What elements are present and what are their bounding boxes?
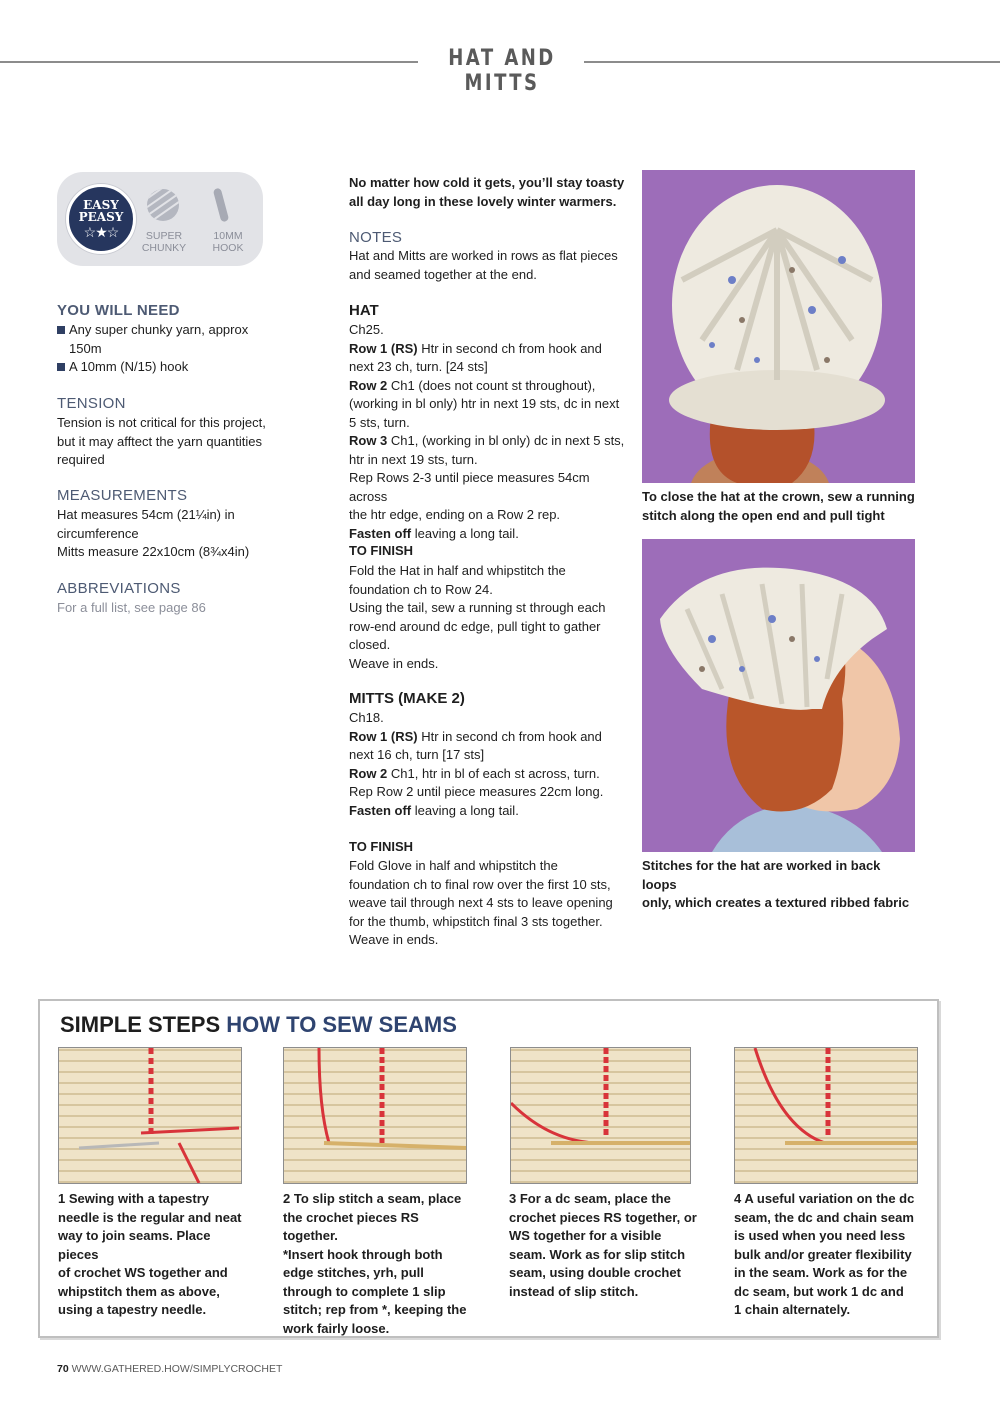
footer-url[interactable]: WWW.GATHERED.HOW/SIMPLYCROCHET <box>71 1363 283 1375</box>
step-line-text: whipstitch them as above, <box>58 1283 220 1299</box>
pattern-line <box>349 451 629 470</box>
pattern-row-text: next 16 ch, turn [17 sts] <box>349 747 485 762</box>
measurements-heading: MEASUREMENTS <box>57 487 188 504</box>
pattern-row-text: (working in bl only) htr in next 19 sts, dc in next <box>349 396 620 411</box>
pattern-line <box>349 765 629 784</box>
step-line-text: the crochet pieces RS together. <box>283 1209 419 1243</box>
simple-steps-label: SIMPLE STEPS <box>60 1012 221 1037</box>
step-line <box>509 1227 699 1246</box>
step-number: 2 <box>283 1191 291 1206</box>
materials-list <box>57 321 317 377</box>
difficulty-stars: ☆★☆ <box>83 224 119 240</box>
pattern-row-text: Htr in second ch from hook and <box>417 728 602 744</box>
step-number: 1 <box>58 1191 66 1206</box>
caption-line: stitch along the open end and pull tight <box>642 507 885 523</box>
pattern-line <box>349 783 629 802</box>
step-line <box>58 1283 248 1302</box>
intro-line: No matter how cold it gets, you’ll stay toasty <box>349 175 625 190</box>
pattern-row-text: the htr edge, ending on a Row 2 rep. <box>349 507 561 522</box>
pattern-line <box>349 802 629 821</box>
pattern-row-text: Ch1, htr in bl of each st across, turn. <box>387 765 600 781</box>
step-number: 3 <box>509 1191 517 1206</box>
pattern-line <box>349 709 629 728</box>
materials-item-text: A 10mm (N/15) hook <box>69 359 189 374</box>
step-3-photo <box>510 1047 691 1184</box>
pattern-line <box>349 469 629 506</box>
step-line-text: seam, using double crochet <box>509 1265 681 1280</box>
text-line: for the thumb, whipstitch final 3 sts together. <box>349 913 603 929</box>
step-1-photo <box>58 1047 242 1184</box>
pattern-row-text: htr in next 19 sts, turn. <box>349 451 478 467</box>
pattern-row-text: Ch25. <box>349 322 384 337</box>
tension-heading: TENSION <box>57 395 126 412</box>
step-2-text <box>283 1190 473 1338</box>
step-line <box>58 1227 248 1264</box>
step-line <box>734 1209 924 1228</box>
step-line-text: using a tapestry needle. <box>58 1302 207 1317</box>
pattern-line <box>349 321 629 340</box>
page-number: 70 <box>57 1363 69 1375</box>
easy-peasy-badge <box>66 184 136 254</box>
step-line-text: of crochet WS together and <box>58 1265 228 1280</box>
pattern-row-label: Row 3 <box>349 433 388 448</box>
pattern-row-label: Row 1 (RS) <box>349 728 418 744</box>
step-line <box>734 1227 924 1246</box>
step-line-text: Sewing with a tapestry <box>65 1191 209 1206</box>
measurements-text <box>57 506 327 562</box>
tension-line: but it may afftect the yarn quantities <box>57 433 262 449</box>
step-4-photo <box>734 1047 918 1184</box>
pattern-row-text: Ch1 (does not count st throughout), <box>387 377 596 393</box>
you-will-need-heading: YOU WILL NEED <box>57 302 180 319</box>
step-line-text: crochet pieces RS together, or <box>509 1209 697 1225</box>
pattern-line <box>349 728 629 747</box>
pattern-line <box>349 525 629 544</box>
pattern-row-text: 5 sts, turn. <box>349 414 410 430</box>
pattern-line <box>349 395 629 414</box>
yarn-weight-label <box>137 230 191 254</box>
page-footer <box>57 1363 282 1375</box>
step-line-text: A useful variation on the dc <box>741 1191 915 1206</box>
yarn-weight-line1: SUPER <box>145 230 183 242</box>
pattern-row-text: Ch1, (working in bl only) dc in next 5 sts, <box>387 433 625 448</box>
notes-line: Hat and Mitts are worked in rows as flat pieces <box>349 248 618 263</box>
hook-size-line1: 10MM <box>213 230 243 242</box>
step-line-text: seam, the dc and chain seam <box>734 1209 914 1225</box>
hat-finish-heading: TO FINISH <box>349 543 414 558</box>
materials-item-cont: 150m <box>69 340 102 356</box>
pattern-row-text: Ch18. <box>349 710 384 725</box>
simple-steps-title <box>60 1012 457 1038</box>
step-line <box>509 1264 699 1283</box>
text-line: Fold the Hat in half and whipstitch the <box>349 563 566 578</box>
materials-item <box>57 321 317 340</box>
pattern-row-label: Row 2 <box>349 765 388 781</box>
notes-text <box>349 247 629 284</box>
step-line <box>58 1301 248 1320</box>
pattern-row-text: next 23 ch, turn. [24 sts] <box>349 359 488 374</box>
step-line-text: To slip stitch a seam, place <box>290 1191 462 1206</box>
abbreviations-text: For a full list, see page 86 <box>57 600 206 615</box>
notes-heading: NOTES <box>349 229 403 246</box>
step-line <box>283 1190 473 1209</box>
text-line: foundation ch to Row 24. <box>349 581 493 597</box>
step-line-text: in the seam. Work as for the <box>734 1265 908 1280</box>
hat-crown-photo <box>642 170 915 483</box>
text-line: weave tail through next 4 sts to leave opening <box>349 895 613 910</box>
caption-line: only, which creates a textured ribbed fabric <box>642 895 910 910</box>
step-line <box>734 1264 924 1283</box>
step-line <box>734 1301 924 1320</box>
mitts-pattern <box>349 709 629 820</box>
step-line-text: through to complete 1 slip <box>283 1283 446 1299</box>
intro-text <box>349 174 629 211</box>
step-line-text: stitch; rep from *, keeping the <box>283 1302 467 1317</box>
yarn-weight-line2: CHUNKY <box>141 242 187 254</box>
pattern-row-text: Rep Rows 2-3 until piece measures 54cm across <box>349 470 590 504</box>
sew-seams-label: HOW TO SEW SEAMS <box>226 1012 457 1037</box>
measurements-line: Hat measures 54cm (21¼in) in <box>57 507 235 522</box>
header-rule-left <box>0 61 418 63</box>
caption-line: To close the hat at the crown, sew a running <box>642 489 915 504</box>
hat-side-photo <box>642 539 915 852</box>
step-line-text: For a dc seam, place the <box>516 1191 671 1206</box>
pattern-row-text: leaving a long tail. <box>411 525 519 541</box>
step-line-text: edge stitches, yrh, pull <box>283 1265 424 1280</box>
step-line <box>283 1246 473 1265</box>
step-line <box>509 1246 699 1265</box>
step-line <box>509 1209 699 1228</box>
pattern-row-text: Rep Row 2 until piece measures 22cm long. <box>349 784 604 799</box>
bullet-icon <box>57 326 65 334</box>
hat-heading: HAT <box>349 302 379 319</box>
hat-finish-text <box>349 562 629 673</box>
yarn-ball-icon <box>147 189 179 221</box>
step-line <box>58 1190 248 1209</box>
step-line-text: *Insert hook through both <box>283 1246 443 1262</box>
bullet-icon <box>57 363 65 371</box>
peasy-label: PEASY <box>78 210 124 224</box>
easy-label: EASY <box>83 198 119 212</box>
step-line-text: bulk and/or greater flexibility <box>734 1246 912 1262</box>
mitts-heading: MITTS (MAKE 2) <box>349 690 465 707</box>
step-line-text: instead of slip stitch. <box>509 1283 639 1299</box>
caption-line: Stitches for the hat are worked in back loops <box>642 858 881 892</box>
step-line <box>283 1301 473 1320</box>
pattern-line <box>349 432 629 451</box>
text-line: Fold Glove in half and whipstitch the <box>349 858 558 873</box>
pattern-line <box>349 358 629 377</box>
header-rule-right <box>584 61 1000 63</box>
text-line: Using the tail, sew a running st through each <box>349 600 606 615</box>
pattern-row-text: leaving a long tail. <box>411 802 519 818</box>
materials-item <box>57 358 317 377</box>
mitts-finish-heading: TO FINISH <box>349 839 414 854</box>
step-number: 4 <box>734 1191 742 1206</box>
page-title: HAT AND MITTS <box>448 46 556 96</box>
step-line-text: dc seam, but work 1 dc and <box>734 1283 904 1299</box>
step-line <box>283 1264 473 1283</box>
materials-item-text: Any super chunky yarn, approx <box>69 322 249 337</box>
pattern-line <box>349 506 629 525</box>
pattern-line <box>349 340 629 359</box>
tension-line: required <box>57 452 105 467</box>
step-line <box>509 1190 699 1209</box>
pattern-line <box>349 414 629 433</box>
text-line: foundation ch to final row over the first 10 sts, <box>349 876 611 892</box>
step-line <box>58 1209 248 1228</box>
crown-photo-caption <box>642 488 917 525</box>
pattern-row-label: Row 2 <box>349 377 388 393</box>
step-3-text <box>509 1190 699 1301</box>
step-line-text: work fairly loose. <box>283 1320 390 1336</box>
step-line <box>283 1209 473 1246</box>
step-line-text: 1 chain alternately. <box>734 1302 851 1317</box>
step-line-text: way to join seams. Place pieces <box>58 1228 211 1262</box>
step-line <box>283 1283 473 1302</box>
text-line: closed. <box>349 637 391 652</box>
measurements-line: Mitts measure 22x10cm (8¾x4in) <box>57 544 250 559</box>
tension-text <box>57 414 327 470</box>
notes-line: and seamed together at the end. <box>349 266 537 282</box>
pattern-row-text: Htr in second ch from hook and <box>417 340 602 356</box>
step-2-photo <box>283 1047 467 1184</box>
step-line-text: seam. Work as for slip stitch <box>509 1246 686 1262</box>
hook-size-line2: HOOK <box>212 242 244 254</box>
text-line: Weave in ends. <box>349 932 439 947</box>
step-4-text <box>734 1190 924 1320</box>
measurements-line: circumference <box>57 525 139 541</box>
step-line-text: WS together for a visible <box>509 1228 662 1243</box>
pattern-row-label: Fasten off <box>349 802 412 818</box>
step-line-text: needle is the regular and neat <box>58 1209 242 1225</box>
hook-size-label <box>203 230 253 254</box>
intro-line: all day long in these lovely winter warmers. <box>349 193 617 209</box>
step-line <box>734 1246 924 1265</box>
step-line-text: is used when you need less <box>734 1228 906 1243</box>
mitts-finish-text <box>349 857 629 950</box>
step-line <box>283 1320 473 1339</box>
step-line <box>58 1264 248 1283</box>
side-photo-caption <box>642 857 917 913</box>
text-line: Weave in ends. <box>349 655 439 671</box>
pattern-row-label: Row 1 (RS) <box>349 340 418 356</box>
step-1-text <box>58 1190 248 1320</box>
hat-pattern <box>349 321 629 543</box>
step-line <box>734 1283 924 1302</box>
pattern-line <box>349 746 629 765</box>
step-line <box>734 1190 924 1209</box>
step-line <box>509 1283 699 1302</box>
text-line: row-end around dc edge, pull tight to gather <box>349 618 601 634</box>
pattern-line <box>349 377 629 396</box>
pattern-row-label: Fasten off <box>349 525 412 541</box>
abbreviations-heading: ABBREVIATIONS <box>57 580 181 597</box>
tension-line: Tension is not critical for this project, <box>57 415 266 430</box>
